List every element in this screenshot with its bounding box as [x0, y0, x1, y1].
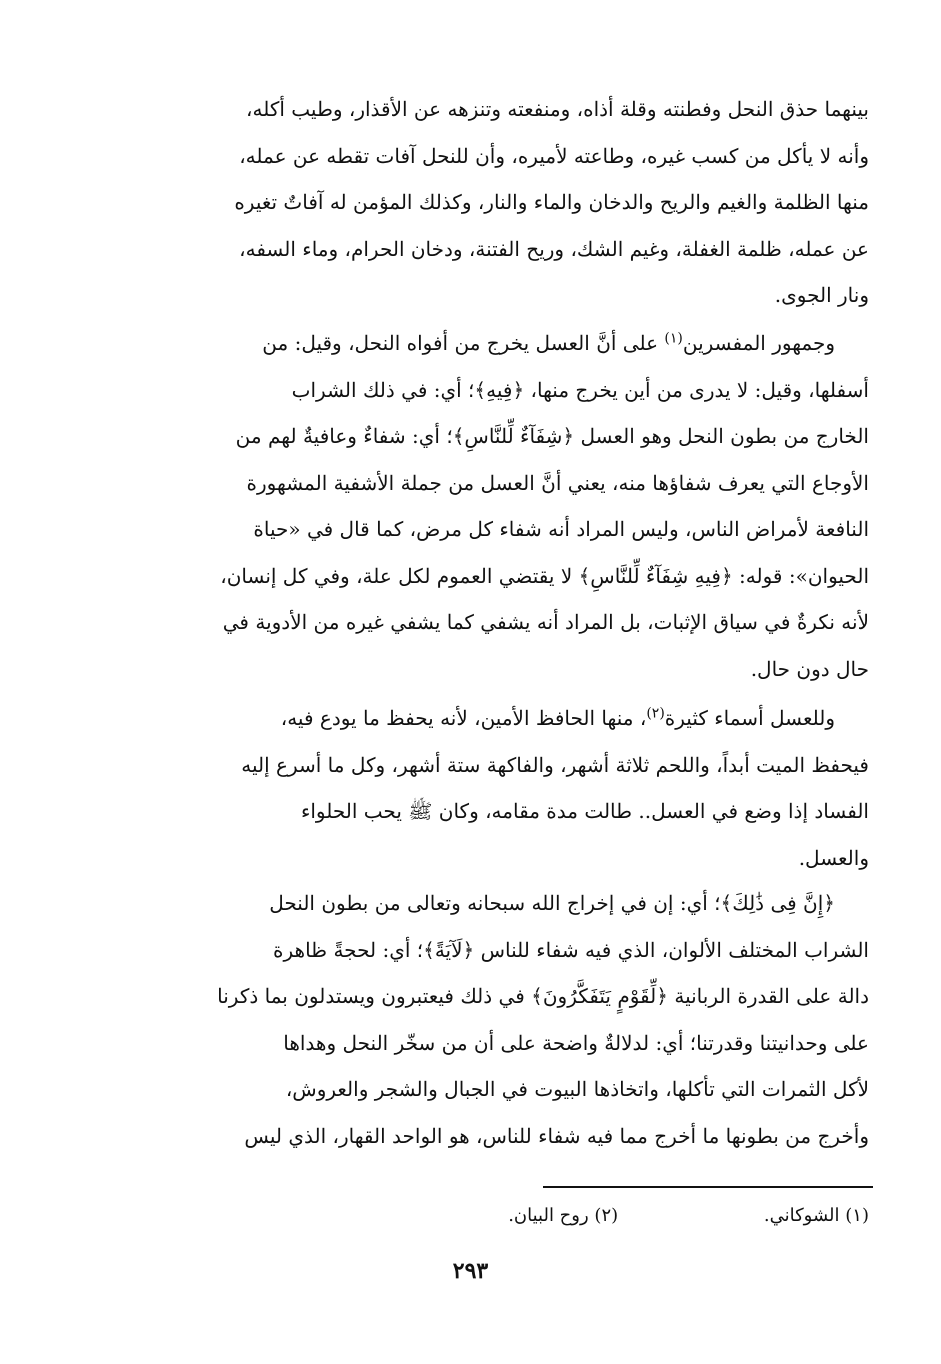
- footnote-1-marker: (١): [845, 1205, 869, 1226]
- paragraph-1-line-3: منها الظلمة والغيم والريح والدخان والماء والنار، وكذلك المؤمن له آفاتٌ تغيره: [234, 190, 869, 214]
- paragraph-3-line-3: الفساد إذا وضع في العسل.. طالت مدة مقامه، وكان ﷺ يحب الحلواء: [300, 799, 869, 823]
- paragraph-3-line-2: فيحفظ الميت أبداً، واللحم ثلاثة أشهر، والفاكهة ستة أشهر، وكل ما أسرع إليه: [241, 752, 869, 777]
- footnote-1: [764, 1198, 869, 1234]
- paragraph-2-line-2: أسفلها، وقيل: لا يدرى من أين يخرج منها، ﴿فِيهِ﴾؛ أي: في ذلك الشراب: [291, 377, 869, 402]
- paragraph-1-line-4: عن عمله، ظلمة الغفلة، وغيم الشك، وريح الفتنة، ودخان الحرام، وماء السفه،: [239, 236, 869, 261]
- footnotes: [73, 1198, 869, 1234]
- paragraph-1: [73, 86, 869, 319]
- paragraph-2-line-1-start: وجمهور المفسرين: [682, 331, 835, 355]
- footnote-2: [508, 1198, 618, 1234]
- paragraph-1-line-2: وأنه لا يأكل من كسب غيره، وطاعته لأميره، وأن للنحل آفات تقطه عن عمله،: [239, 143, 869, 168]
- paragraph-4-line-4: على وحدانيتنا وقدرتنا؛ أي: لدلالةٌ واضحة على أن من سخّر النحل وهداها: [283, 1030, 869, 1055]
- paragraph-3-line-1: [73, 695, 869, 742]
- paragraph-4-line-2: الشراب المختلف الألوان، الذي فيه شفاء للناس ﴿لَآيَةً﴾؛ أي: لحجةً ظاهرة: [273, 937, 869, 962]
- paragraph-4-line-3: دالة على القدرة الربانية ﴿لِّقَوْمٍ يَتَفَكَّرُونَ﴾ في ذلك فيعتبرون ويستدلون بما ذكرنا: [217, 984, 869, 1008]
- paragraph-1-line-1: بينهما حذق النحل وفطنته وقلة أذاه، ومنفعته وتنزهه عن الأقذار، وطيب أكله،: [246, 97, 869, 121]
- paragraph-4: [73, 880, 869, 1159]
- paragraph-4-line-6: وأخرج من بطونها ما أخرج مما فيه شفاء للناس، هو الواحد القهار، الذي ليس: [244, 1123, 869, 1148]
- footnote-1-text: الشوكاني.: [763, 1205, 840, 1226]
- paragraph-2-line-3: الخارج من بطون النحل وهو العسل ﴿شِفَآءٌ لِّلنَّاسِ﴾؛ أي: شفاءٌ وعافيةٌ لهم من: [235, 424, 869, 448]
- paragraph-2-line-4: الأوجاع التي يعرف شفاؤها منه، يعني أنَّ العسل من جملة الأشفية المشهورة: [246, 470, 869, 495]
- paragraph-2-line-5: النافعة لأمراض الناس، وليس المراد أنه شفاء كل مرض، كما قال في «حياة: [253, 517, 869, 541]
- paragraph-3-line-1-start: وللعسل أسماء كثيرة: [664, 706, 835, 730]
- paragraph-3-line-1-end: ، منها الحافظ الأمين، لأنه يحفظ ما يودع فيه،: [280, 706, 647, 730]
- footnote-divider: [543, 1186, 873, 1188]
- paragraph-3: [73, 695, 869, 881]
- paragraph-2-line-8: حال دون حال.: [750, 656, 869, 681]
- footnote-ref-2[interactable]: (٢): [646, 705, 665, 722]
- paragraph-2-line-1: [73, 320, 869, 367]
- paragraph-4-line-5: لأكل الثمرات التي تأكلها، واتخاذها البيوت في الجبال والشجر والعروش،: [285, 1077, 869, 1101]
- paragraph-4-line-1: ﴿إِنَّ فِى ذَٰلِكَ﴾؛ أي: إن في إخراج الله سبحانه وتعالى من بطون النحل: [269, 891, 835, 915]
- paragraph-1-line-5: ونار الجوى.: [774, 283, 869, 307]
- paragraph-3-line-4: والعسل.: [798, 845, 869, 870]
- paragraph-2: [73, 320, 869, 692]
- footnote-2-marker: (٢): [594, 1205, 619, 1226]
- footnote-ref-1[interactable]: (١): [664, 330, 683, 347]
- footnote-2-text: روح البيان.: [508, 1205, 589, 1226]
- page-number: ٢٩٣: [452, 1258, 489, 1284]
- paragraph-2-line-6: الحيوان»: قوله: ﴿فِيهِ شِفَآءٌ لِّلنَّاسِ﴾ لا يقتضي العموم لكل علة، وفي كل إنسان،: [220, 563, 869, 588]
- paragraph-2-line-1-end: على أنَّ العسل يخرج من أفواه النحل، وقيل: من: [262, 331, 665, 355]
- paragraph-2-line-7: لأنه نكرةٌ في سياق الإثبات، بل المراد أنه يشفي كما يشفي غيره من الأدوية في: [222, 610, 869, 634]
